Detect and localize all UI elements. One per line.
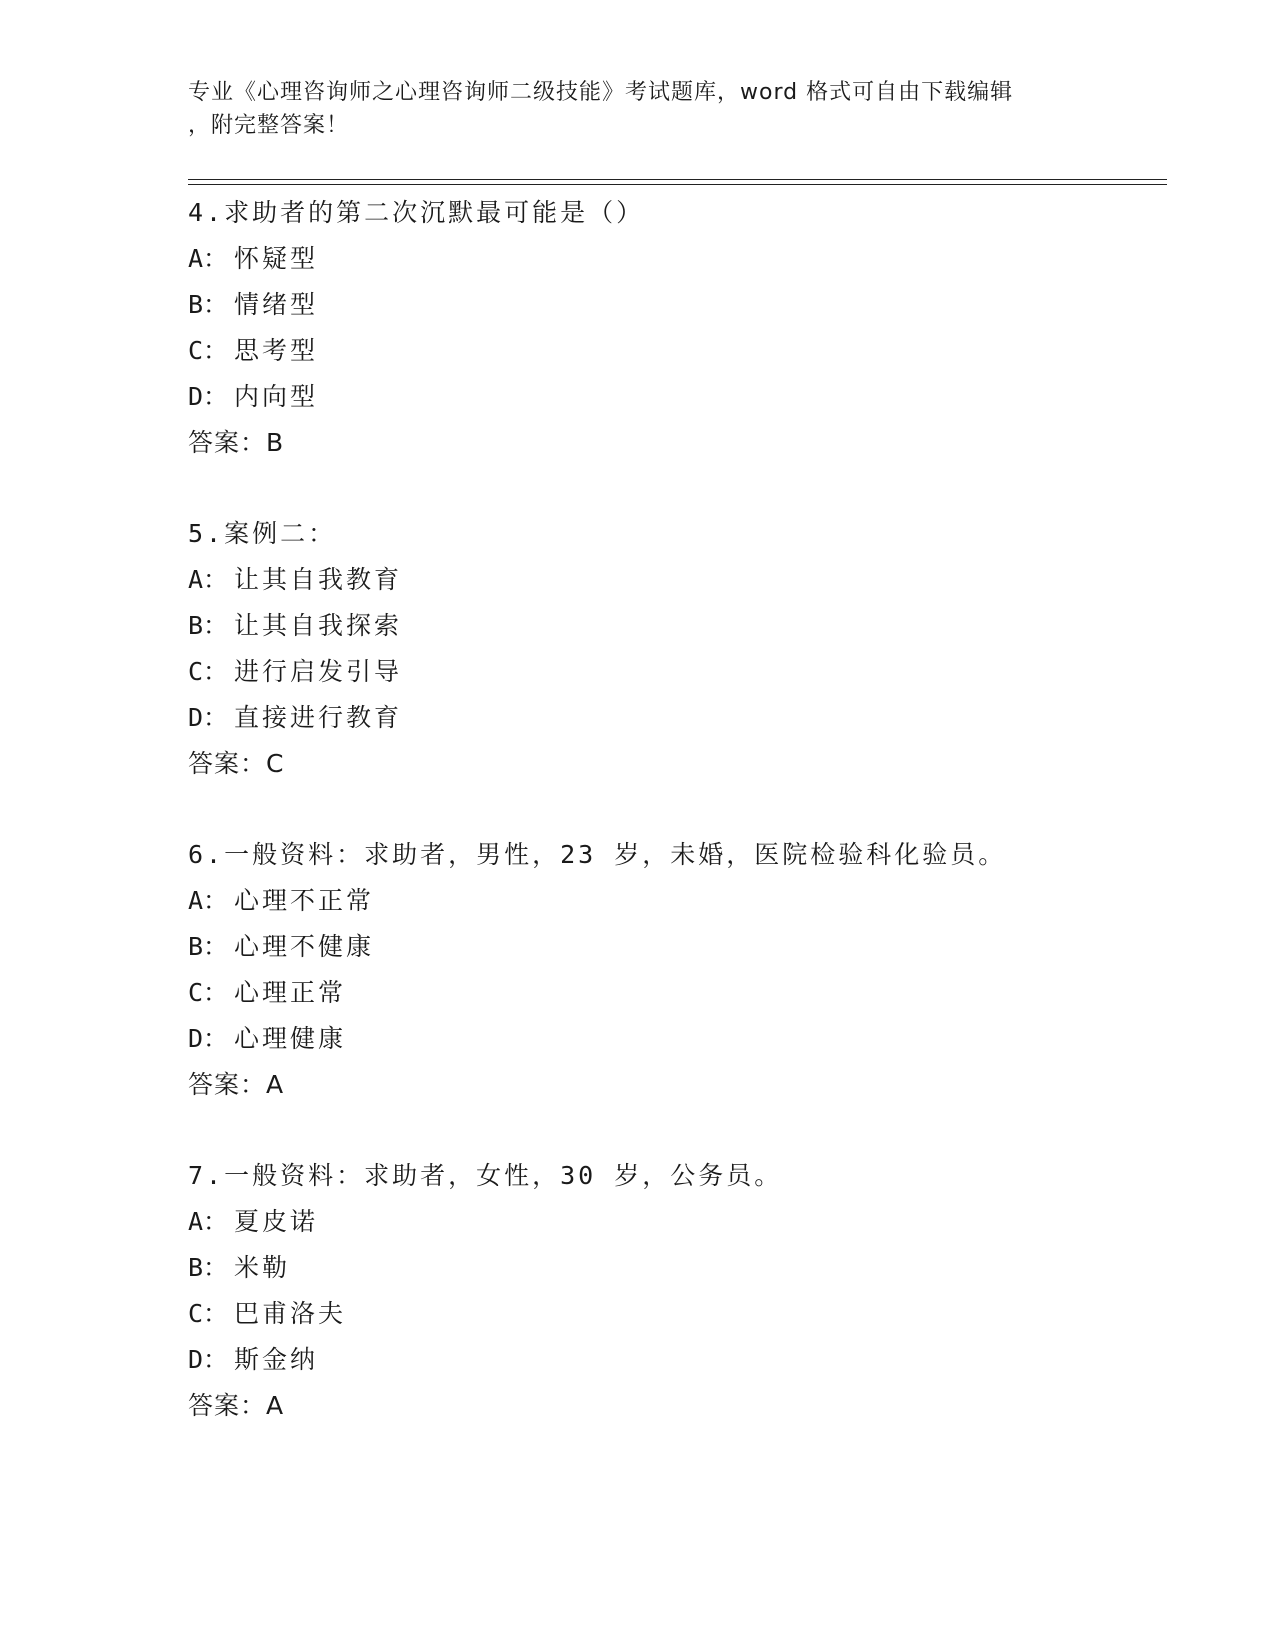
option-a — [188, 557, 1148, 603]
option-text: 进行启发引导 — [234, 657, 403, 686]
option-a — [188, 878, 1148, 924]
option-text: 心理不正常 — [234, 886, 375, 915]
option-text: 内向型 — [234, 382, 319, 411]
option-key: D： — [188, 382, 229, 411]
option-text: 巴甫洛夫 — [234, 1299, 347, 1328]
option-d — [188, 374, 1148, 420]
option-key: B： — [188, 1253, 229, 1282]
option-a — [188, 236, 1148, 282]
question-list — [188, 190, 1148, 1474]
question-stem: 6.一般资料：求助者，男性，23 岁，未婚，医院检验科化验员。 — [188, 840, 1007, 869]
question-stem: 4.求助者的第二次沉默最可能是（） — [188, 198, 645, 227]
option-key: C： — [188, 657, 229, 686]
option-text: 心理不健康 — [234, 932, 375, 961]
option-key: D： — [188, 1024, 229, 1053]
option-c — [188, 970, 1148, 1016]
document-header — [188, 76, 1088, 142]
option-text: 直接进行教育 — [234, 703, 403, 732]
option-text: 心理健康 — [234, 1024, 347, 1053]
header-line-1: 专业《心理咨询师之心理咨询师二级技能》考试题库，word 格式可自由下载编辑 — [188, 80, 1014, 105]
option-key: D： — [188, 703, 229, 732]
option-b — [188, 282, 1148, 328]
option-c — [188, 649, 1148, 695]
option-d — [188, 1337, 1148, 1383]
option-text: 思考型 — [234, 336, 319, 365]
option-text: 夏皮诺 — [234, 1207, 319, 1236]
answer-line: 答案：B — [188, 428, 285, 457]
option-key: B： — [188, 290, 229, 319]
option-text: 让其自我教育 — [234, 565, 403, 594]
question-stem: 7.一般资料：求助者，女性，30 岁，公务员。 — [188, 1161, 783, 1190]
option-b — [188, 1245, 1148, 1291]
question-stem: 5.案例二： — [188, 519, 337, 548]
option-d — [188, 695, 1148, 741]
option-text: 米勒 — [234, 1253, 291, 1282]
option-key: A： — [188, 886, 229, 915]
header-divider-top — [188, 179, 1167, 180]
option-c — [188, 1291, 1148, 1337]
option-key: C： — [188, 978, 229, 1007]
option-a — [188, 1199, 1148, 1245]
header-line-2: ，附完整答案！ — [188, 113, 350, 138]
option-key: D： — [188, 1345, 229, 1374]
answer-line: 答案：C — [188, 749, 285, 778]
option-text: 情绪型 — [234, 290, 319, 319]
option-text: 让其自我探索 — [234, 611, 403, 640]
question-item — [188, 1153, 1148, 1429]
option-text: 心理正常 — [234, 978, 347, 1007]
option-text: 斯金纳 — [234, 1345, 319, 1374]
header-divider-bottom — [188, 184, 1167, 185]
question-item — [188, 832, 1148, 1108]
answer-line: 答案：A — [188, 1391, 285, 1420]
option-key: A： — [188, 244, 229, 273]
option-key: A： — [188, 1207, 229, 1236]
option-b — [188, 603, 1148, 649]
option-key: C： — [188, 336, 229, 365]
option-d — [188, 1016, 1148, 1062]
answer-line: 答案：A — [188, 1070, 285, 1099]
option-key: B： — [188, 611, 229, 640]
option-key: C： — [188, 1299, 229, 1328]
option-c — [188, 328, 1148, 374]
option-key: A： — [188, 565, 229, 594]
option-key: B： — [188, 932, 229, 961]
question-item — [188, 190, 1148, 466]
option-text: 怀疑型 — [234, 244, 319, 273]
option-b — [188, 924, 1148, 970]
question-item — [188, 511, 1148, 787]
